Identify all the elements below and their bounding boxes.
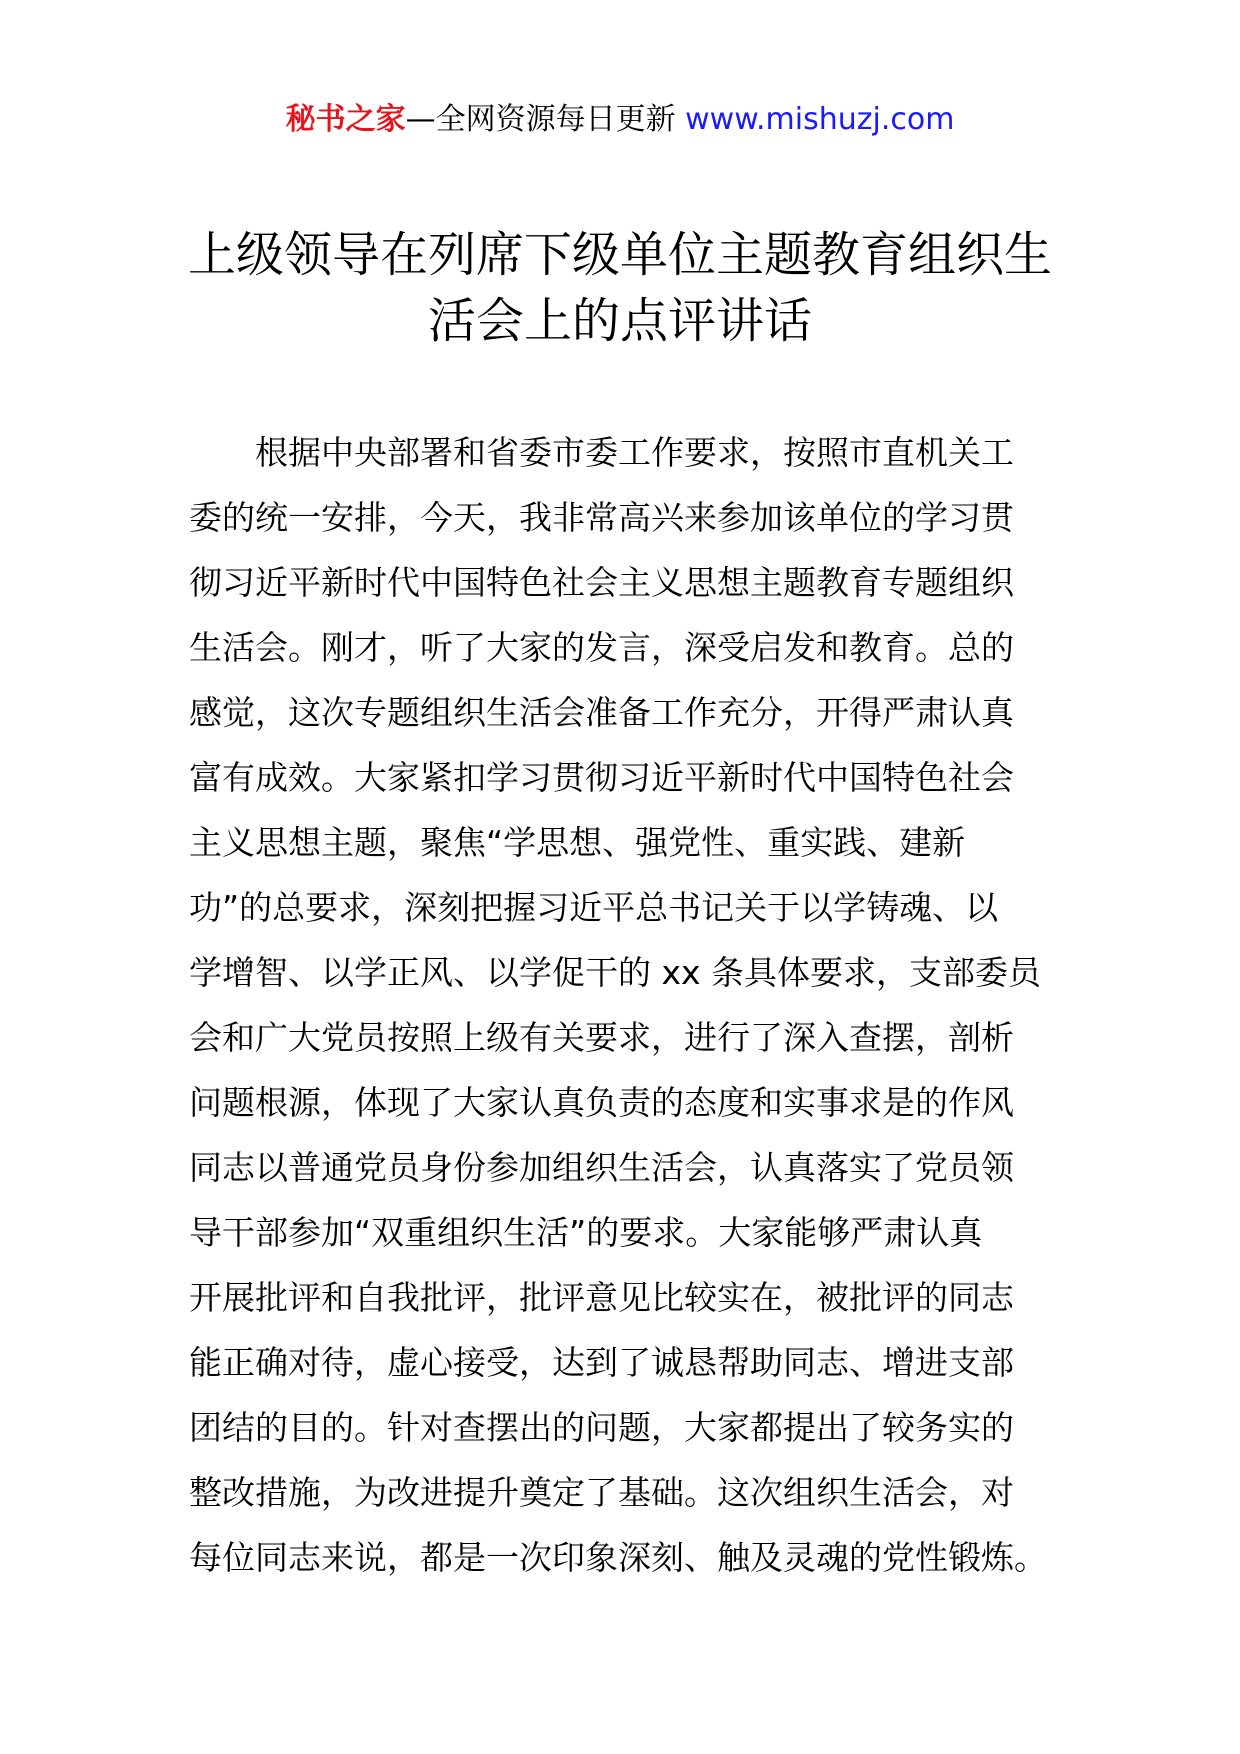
site-url-link[interactable]: www.mishuzj.com: [685, 102, 955, 137]
body-line: 能正确对待，虚心接受，达到了诚恳帮助同志、增进支部: [189, 1343, 1014, 1382]
body-line: 整改措施，为改进提升奠定了基础。这次组织生活会，对: [189, 1473, 1014, 1512]
body-paragraph: [189, 420, 1057, 1590]
body-line: 功”的总要求，深刻把握习近平总书记关于以学铸魂、以: [189, 888, 999, 927]
body-line: 富有成效。大家紧扣学习贯彻习近平新时代中国特色社会: [189, 758, 1014, 797]
body-line: 每位同志来说，都是一次印象深刻、触及灵魂的党性锻炼。: [189, 1538, 1047, 1577]
body-line: 委的统一安排，今天，我非常高兴来参加该单位的学习贯: [189, 498, 1014, 537]
body-line: 根据中央部署和省委市委工作要求，按照市直机关工: [255, 433, 1014, 472]
body-line: 导干部参加“双重组织生活”的要求。大家能够严肃认真: [189, 1213, 983, 1252]
body-line: 同志以普通党员身份参加组织生活会，认真落实了党员领: [189, 1148, 1014, 1187]
title-line: 活会上的点评讲话: [427, 293, 812, 349]
body-line: 学增智、以学正风、以学促干的 xx 条具体要求，支部委员: [189, 953, 1042, 992]
site-header: [0, 100, 1240, 140]
body-line: 问题根源，体现了大家认真负责的态度和实事求是的作风: [189, 1083, 1014, 1122]
brand-name: 秘书之家: [285, 102, 406, 137]
title-line: 上级领导在列席下级单位主题教育组织生: [187, 227, 1052, 283]
body-line: 团结的目的。针对查摆出的问题，大家都提出了较务实的: [189, 1408, 1014, 1447]
body-line: 开展批评和自我批评，批评意见比较实在，被批评的同志: [189, 1278, 1014, 1317]
body-line: 感觉，这次专题组织生活会准备工作充分，开得严肃认真: [189, 693, 1014, 732]
header-tagline: —全网资源每日更新: [405, 102, 676, 137]
body-line: 主义思想主题，聚焦“学思想、强党性、重实践、建新: [189, 823, 966, 862]
body-line: 会和广大党员按照上级有关要求，进行了深入查摆，剖析: [189, 1018, 1014, 1057]
body-line: 生活会。刚才，听了大家的发言，深受启发和教育。总的: [189, 628, 1014, 667]
document-title: [0, 222, 1240, 354]
body-line: 彻习近平新时代中国特色社会主义思想主题教育专题组织: [189, 563, 1014, 602]
